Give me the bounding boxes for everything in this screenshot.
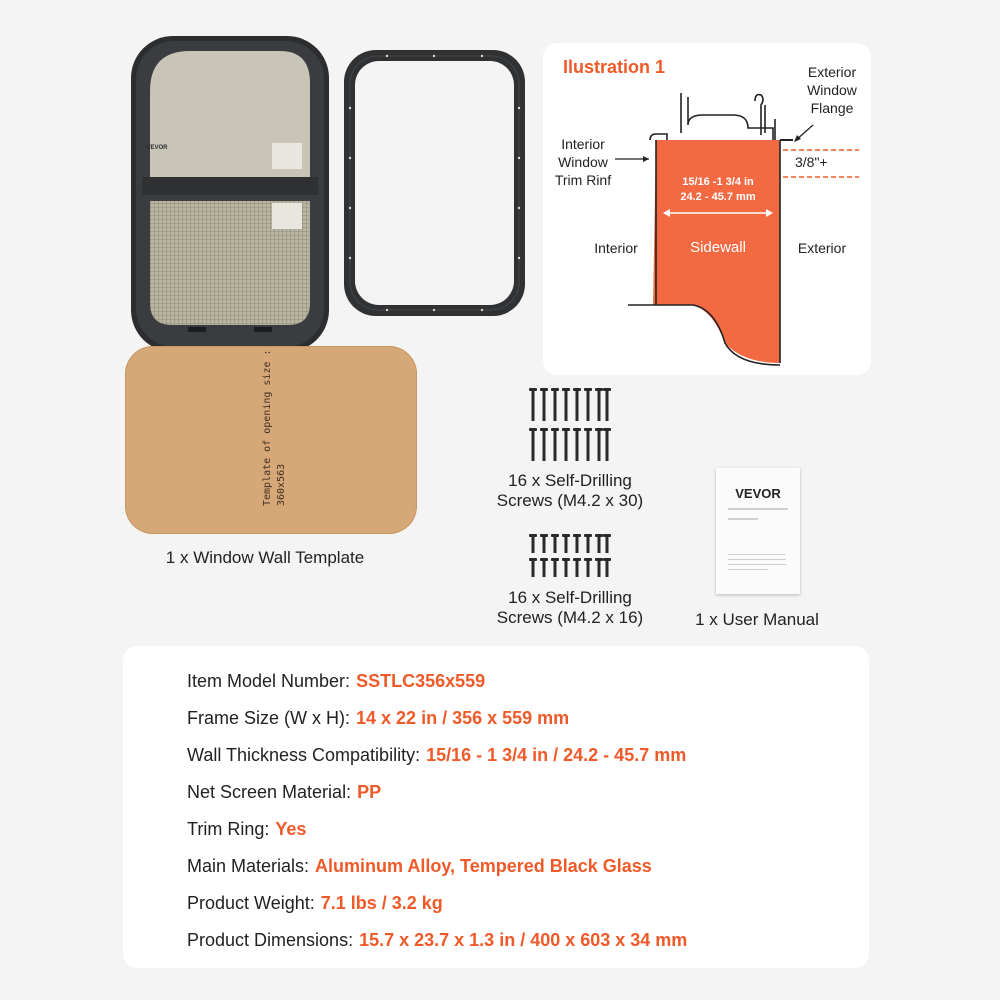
screws-30-caption xyxy=(470,471,670,511)
screws-30-caption-line1: 16 x Self-Drilling xyxy=(508,471,632,490)
thickness-mm-label: 24.2 - 45.7 mm xyxy=(680,191,756,203)
spec-label: Product Weight: xyxy=(187,893,315,913)
spec-label: Wall Thickness Compatibility: xyxy=(187,745,421,765)
exterior-flange-label: Exterior Window Flange xyxy=(807,64,857,116)
screws-16-caption-line2: Screws (M4.2 x 16) xyxy=(496,608,644,627)
spec-label: Net Screen Material: xyxy=(187,782,352,802)
spec-row-model xyxy=(187,670,485,692)
spec-row-dimensions xyxy=(187,929,687,951)
screws-16-caption-line1: 16 x Self-Drilling xyxy=(508,588,632,607)
spec-value: 15/16 - 1 3/4 in / 24.2 - 45.7 mm xyxy=(426,745,687,765)
interior-trim-label: Interior Window Trim Rinf xyxy=(554,136,612,188)
screws-30-caption-line2: Screws (M4.2 x 30) xyxy=(496,491,644,510)
spec-row-screen-material xyxy=(187,781,381,803)
illustration-title: Ilustration 1 xyxy=(563,57,666,77)
exterior-label: Exterior xyxy=(797,240,847,256)
spec-value: 15.7 x 23.7 x 1.3 in / 400 x 603 x 34 mm xyxy=(359,930,688,950)
sidewall-label: Sidewall xyxy=(690,239,746,256)
interior-label: Interior xyxy=(594,240,638,256)
template-text-line2: 360x563 xyxy=(276,463,287,506)
spec-row-trim-ring xyxy=(187,818,306,840)
spec-value: PP xyxy=(357,782,382,802)
screws-16-caption xyxy=(470,588,670,628)
manual-brand: VEVOR xyxy=(735,486,781,501)
manual-caption: 1 x User Manual xyxy=(695,610,819,629)
window-label-brand: VEVOR xyxy=(146,145,168,151)
spec-label: Trim Ring: xyxy=(187,819,270,839)
window-wall-template xyxy=(125,346,417,534)
spec-label: Frame Size (W x H): xyxy=(187,708,351,728)
installation-illustration xyxy=(543,43,871,375)
specifications-panel xyxy=(123,646,869,968)
rv-window-image xyxy=(130,35,330,353)
spec-value: Yes xyxy=(275,819,307,839)
flange-gap-label: 3/8"+ xyxy=(795,154,828,170)
user-manual-image xyxy=(716,468,800,594)
trim-ring-image xyxy=(342,48,527,318)
screws-30mm-image xyxy=(527,388,613,468)
spec-value: SSTLC356x559 xyxy=(356,671,486,691)
spec-value: Aluminum Alloy, Tempered Black Glass xyxy=(315,856,652,876)
spec-label: Item Model Number: xyxy=(187,671,351,691)
template-text-line1: Template of opening size : xyxy=(262,349,273,506)
spec-value: 7.1 lbs / 3.2 kg xyxy=(320,893,443,913)
spec-row-weight xyxy=(187,892,443,914)
spec-value: 14 x 22 in / 356 x 559 mm xyxy=(356,708,570,728)
thickness-in-label: 15/16 -1 3/4 in xyxy=(682,176,754,188)
spec-label: Main Materials: xyxy=(187,856,310,876)
spec-row-wall-thickness xyxy=(187,744,686,766)
spec-label: Product Dimensions: xyxy=(187,930,354,950)
template-caption: 1 x Window Wall Template xyxy=(165,548,365,567)
spec-row-materials xyxy=(187,855,652,877)
screws-16mm-image xyxy=(527,534,613,580)
spec-row-frame-size xyxy=(187,707,569,729)
